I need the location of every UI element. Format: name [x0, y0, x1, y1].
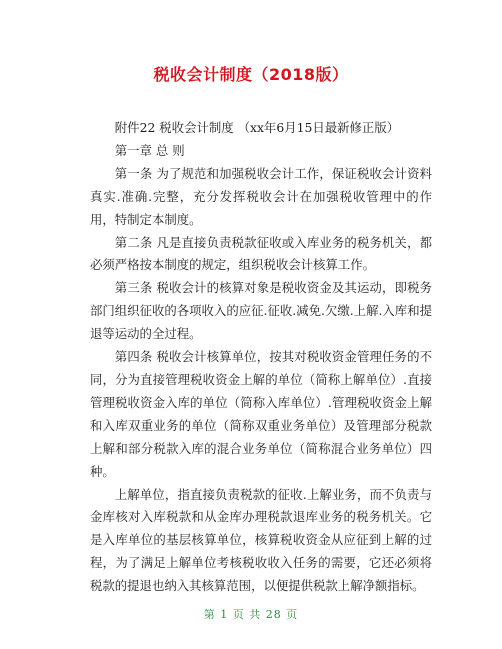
paragraph-article-4: 第四条 税收会计核算单位，按其对税收资金管理任务的不同，分为直接管理税收资金上解的单位（简称上解单位）.直接管理税收资金入库的单位（简称入库单位）.管理税收资金上解和入库双重业务的单位（简称双重业务单位）及管理部分税款上解和部分税款入库的混合业务单位（简称混合业务单位）四种。	[90, 349, 432, 479]
paragraph-remittance-unit: 上解单位，指直接负责税款的征收.上解业务，而不负责与金库核对入库税款和从金库办理税款退库业务的税务机关。它是入库单位的基层核算单位，核算税收资金从应征到上解的过程，为了满足上解单位考核税收收入任务的需要，它还必须将税款的提退也纳入其核算范围，以便提供税款上解净额指标。	[90, 486, 432, 594]
paragraph-article-1: 第一条 为了规范和加强税收会计工作，保证税收会计资料真实.准确.完整，充分发挥税收会计在加强税收管理中的作用，特制定本制度。	[90, 165, 432, 227]
page-footer: 第 1 页 共 28 页	[203, 608, 299, 621]
page-title: 税收会计制度（2018版）	[153, 65, 349, 84]
paragraph-article-2: 第二条 凡是直接负责税款征收或入库业务的税务机关，都必须严格按本制度的规定，组织税收会计核算工作。	[90, 234, 432, 273]
paragraph-article-3: 第三条 税收会计的核算对象是税收资金及其运动，即税务部门组织征收的各项收入的应征.征收.减免.欠缴.上解.入库和提退等运动的全过程。	[90, 280, 432, 342]
paragraph-attachment-line: 附件22 税收会计制度 （xx年6月15日最新修正版）	[114, 120, 400, 135]
document-body	[90, 117, 432, 598]
paragraph-chapter-heading: 第一章 总 则	[114, 142, 185, 158]
